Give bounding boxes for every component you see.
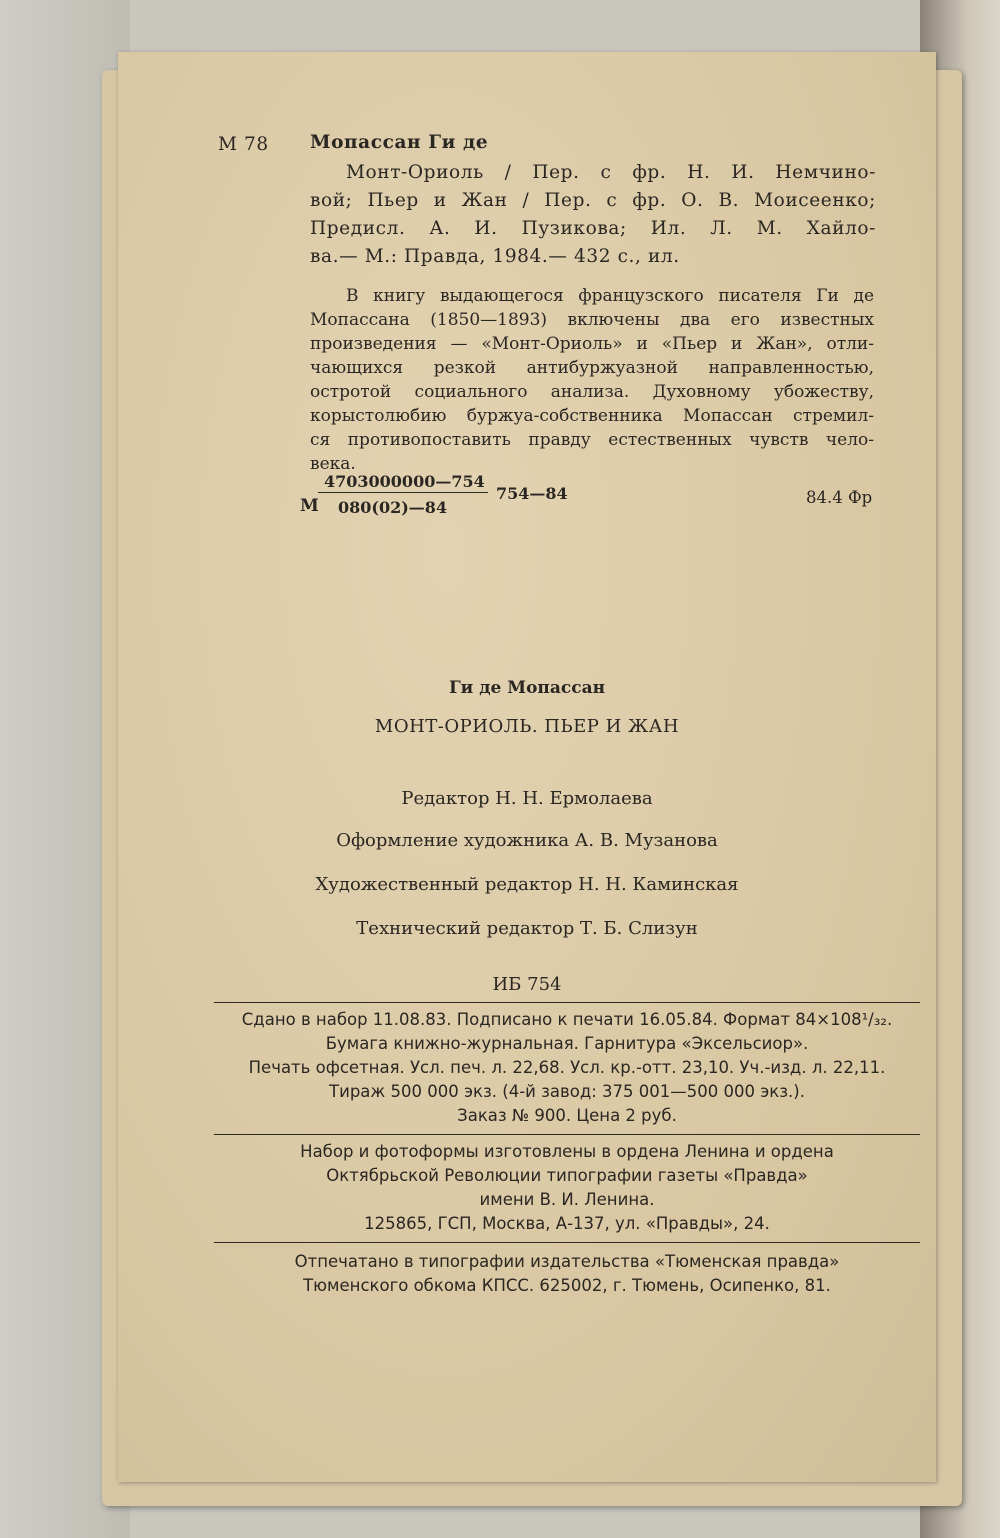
code-prefix: М [300,496,319,516]
catalog-description-line: вой; Пьер и Жан / Пер. с фр. О. В. Моисеенко; [310,190,876,211]
imprint-bottom-rule [214,1242,920,1243]
imprint-middle-rule [214,1134,920,1135]
annotation-line: произведения — «Монт-Ориоль» и «Пьер и Жан», отли- [310,334,874,354]
credit-art-editor: Художественный редактор Н. Н. Каминская [315,874,739,895]
code-denominator: 080(02)—84 [338,498,448,517]
catalog-description-line: ва.— М.: Правда, 1984.— 432 с., ил. [310,246,680,267]
imprint-top-rule [214,1002,920,1003]
imprint-line: Бумага книжно-журнальная. Гарнитура «Эксельсиор». [325,1034,809,1053]
credit-tech-editor: Технический редактор Т. Б. Слизун [356,918,698,939]
printing-line: Отпечатано в типографии издательства «Тюменская правда» [294,1252,840,1271]
imprint-line: Тираж 500 000 экз. (4-й завод: 375 001—500 000 экз.). [329,1082,805,1101]
annotation-line: В книгу выдающегося французского писателя Ги де [346,286,874,306]
fraction-bar [318,492,488,493]
typesetting-line: имени В. И. Ленина. [479,1190,655,1209]
credit-editor: Редактор Н. Н. Ермолаева [401,788,653,809]
catalog-description-line: Предисл. А. И. Пузикова; Ил. Л. М. Хайло- [310,218,876,239]
imprint-line: Сдано в набор 11.08.83. Подписано к печати 16.05.84. Формат 84×108¹/₃₂. [241,1010,893,1029]
catalog-index: М 78 [218,134,269,155]
annotation-line: чающихся резкой антибуржуазной направленностью, [310,358,874,378]
credit-design: Оформление художника А. В. Музанова [336,830,718,851]
catalog-description-line: Монт-Ориоль / Пер. с фр. Н. И. Немчино- [346,162,876,183]
code-numerator: 4703000000—754 [324,472,485,491]
annotation-line: корыстолюбию буржуа-собственника Мопассан стремил- [310,406,874,426]
catalog-author: Мопассан Ги де [310,132,489,153]
colophon-author: Ги де Мопассан [448,678,606,698]
imprint-line: Печать офсетная. Усл. печ. л. 22,68. Усл. кр.-отт. 23,10. Уч.-изд. л. 22,11. [248,1058,886,1077]
printing-line: Тюменского обкома КПСС. 625002, г. Тюмень, Осипенко, 81. [303,1276,831,1295]
classification-code: 84.4 Фр [806,488,873,507]
colophon-title: МОНТ-ОРИОЛЬ. ПЬЕР И ЖАН [374,716,680,737]
typesetting-line: Набор и фотоформы изготовлены в ордена Ленина и ордена [300,1142,834,1161]
ib-number: ИБ 754 [492,974,562,995]
imprint-line: Заказ № 900. Цена 2 руб. [457,1106,677,1125]
annotation-line: Мопассана (1850—1893) включены два его известных [310,310,874,330]
code-suffix: 754—84 [496,484,568,503]
annotation-line: ся противопоставить правду естественных чувств чело- [310,430,874,450]
typesetting-line: 125865, ГСП, Москва, А-137, ул. «Правды», 24. [364,1214,770,1233]
book-page [118,52,936,1482]
annotation-line: века. [310,454,356,474]
typesetting-line: Октябрьской Революции типографии газеты «Правда» [326,1166,808,1185]
annotation-line: остротой социального анализа. Духовному убожеству, [310,382,874,402]
